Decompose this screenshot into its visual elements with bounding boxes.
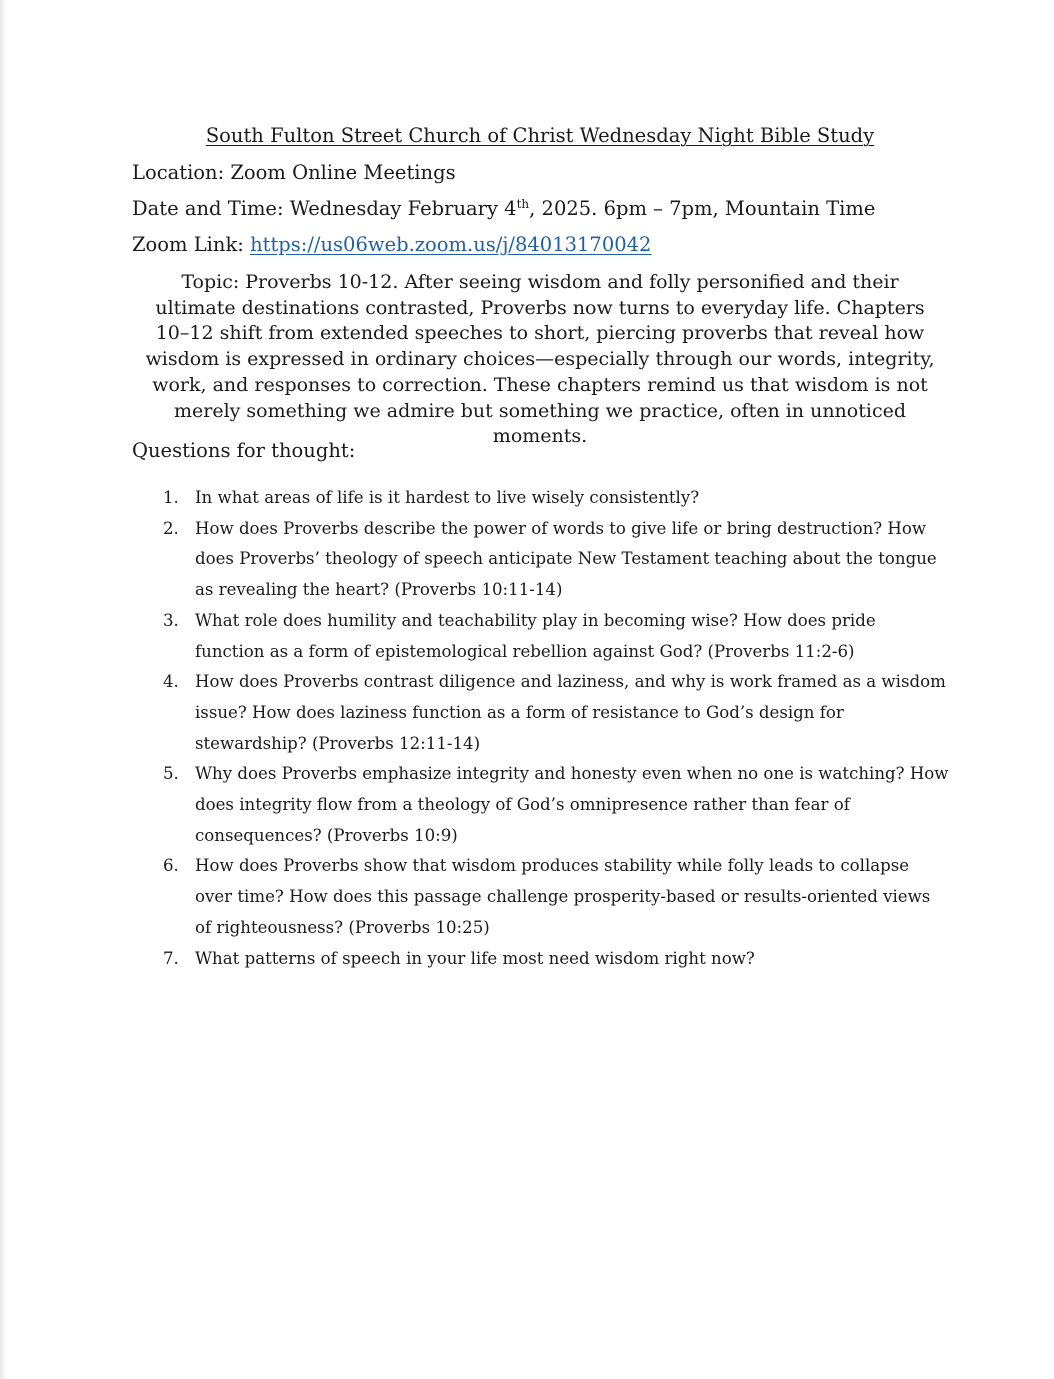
location-line: Location: Zoom Online Meetings — [132, 161, 456, 184]
topic-paragraph: Topic: Proverbs 10-12. After seeing wisdom and folly personified and their ultimate destinations contrasted, Proverbs now turns to everyday life. Chapters 10–12 shift from extended speeches to short, piercing proverbs that reveal how wisdom is expressed in ordinary choices—especially through our words, integrity, work, and responses to correction. These chapters remind us that wisdom is not merely something we admire but something we practice, often in unnoticed moments. — [145, 271, 935, 448]
zoom-link[interactable]: https://us06web.zoom.us/j/84013170042 — [250, 233, 652, 256]
question-number: 6. — [163, 856, 179, 876]
zoom-line — [132, 233, 651, 256]
question-item — [160, 606, 950, 667]
question-text: How does Proverbs contrast diligence and laziness, and why is work framed as a wisdom issue? How does laziness function as a form of resistance to God’s design for stewardship? (Proverbs 12:11-14) — [195, 672, 946, 753]
question-number: 4. — [163, 672, 179, 692]
question-number: 3. — [163, 610, 179, 630]
question-text: In what areas of life is it hardest to live wisely consistently? — [195, 488, 700, 507]
question-text: Why does Proverbs emphasize integrity and honesty even when no one is watching? How does integrity flow from a theology of God’s omnipresence rather than fear of consequences? (Proverbs 10:9) — [195, 764, 949, 845]
question-item — [160, 759, 950, 851]
document-title: South Fulton Street Church of Christ Wednesday Night Bible Study — [205, 124, 875, 147]
question-item — [160, 483, 950, 514]
question-number: 2. — [163, 518, 179, 538]
question-text: How does Proverbs describe the power of words to give life or bring destruction? How does Proverbs’ theology of speech anticipate New Testament teaching about the tongue as revealing the heart? (Proverbs 10:11-14) — [195, 518, 937, 600]
question-item — [160, 514, 950, 606]
question-item — [160, 667, 950, 759]
question-number: 5. — [163, 764, 179, 784]
question-number: 1. — [163, 488, 179, 507]
datetime-ordinal: th — [516, 197, 530, 211]
datetime-line — [132, 197, 875, 220]
datetime-suffix: , 2025. 6pm – 7pm, Mountain Time — [529, 197, 876, 220]
question-text: How does Proverbs show that wisdom produces stability while folly leads to collapse over time? How does this passage challenge prosperity-based or results-oriented views of righteousness? (Proverbs 10:25) — [195, 856, 931, 937]
datetime-prefix: Date and Time: Wednesday February 4 — [132, 197, 517, 220]
question-number: 7. — [163, 948, 179, 968]
questions-heading: Questions for thought: — [132, 439, 356, 462]
question-text: What patterns of speech in your life most need wisdom right now? — [195, 948, 755, 968]
question-text: What role does humility and teachability play in becoming wise? How does pride function as a form of epistemological rebellion against God? (Proverbs 11:2-6) — [195, 610, 876, 661]
page-edge-shadow — [0, 0, 7, 1379]
question-item — [160, 944, 950, 975]
questions-list — [160, 483, 950, 974]
question-item — [160, 851, 950, 943]
zoom-label: Zoom Link: — [132, 233, 251, 256]
